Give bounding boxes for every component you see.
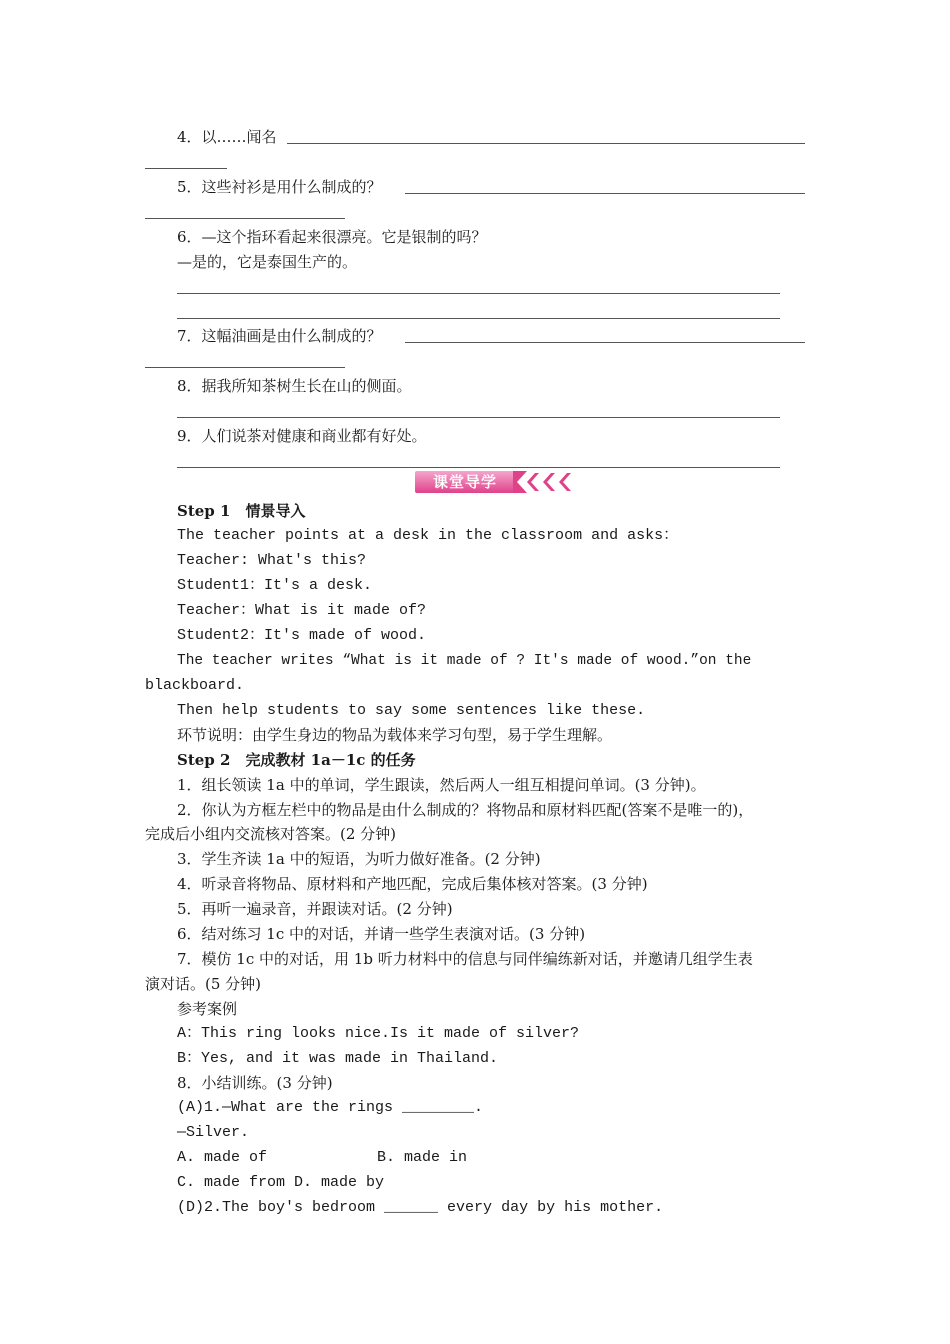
answer-line[interactable] bbox=[177, 467, 780, 468]
step1-line: Teacher: What's this? bbox=[177, 552, 367, 569]
step2-task: 2．你认为方框左栏中的物品是由什么制成的？将物品和原材料匹配(答案不是唯一的)， bbox=[177, 801, 754, 819]
chevrons-left-icon bbox=[513, 471, 577, 495]
reference-title: 参考案例 bbox=[177, 1000, 238, 1018]
question-1-reply: —Silver. bbox=[177, 1124, 250, 1141]
step1-line: blackboard. bbox=[145, 677, 245, 694]
answer-line[interactable] bbox=[177, 318, 780, 319]
step1-line: Then help students to say some sentences like these. bbox=[177, 702, 646, 719]
exercise-number: 9． bbox=[177, 427, 202, 445]
section-banner bbox=[415, 471, 577, 495]
step1-line: Teacher：What is it made of? bbox=[177, 602, 427, 619]
answer-key: (A) bbox=[177, 1099, 205, 1116]
step1-line: Student2：It's made of wood. bbox=[177, 627, 427, 644]
answer-line[interactable] bbox=[145, 367, 345, 368]
step2-task: 7．模仿 1c 中的对话，用 1b 听力材料中的信息与同伴编练新对话，并邀请几组学生表 bbox=[177, 950, 753, 968]
question-stem: 2.The boy's bedroom ______ every day by his mother. bbox=[204, 1199, 664, 1216]
question-2 bbox=[177, 1198, 663, 1218]
exercise-6-reply: —是的，它是泰国生产的。 bbox=[177, 253, 358, 271]
exercise-prompt: 人们说茶对健康和商业都有好处。 bbox=[201, 427, 427, 445]
step2-task: 演对话。(5 分钟) bbox=[145, 975, 262, 993]
question-stem: 1.—What are the rings ________. bbox=[204, 1099, 484, 1116]
summary-heading: 8．小结训练。(3 分钟) bbox=[177, 1074, 333, 1092]
answer-line[interactable] bbox=[405, 193, 805, 194]
step2-task: 4．听录音将物品、原材料和产地匹配，完成后集体核对答案。(3 分钟) bbox=[177, 875, 648, 893]
step2-task: 1．组长领读 1a 中的单词，学生跟读，然后两人一组互相提问单词。(3 分钟)。 bbox=[177, 776, 706, 794]
option-c-d[interactable]: C. made from D. made by bbox=[177, 1174, 385, 1191]
answer-line[interactable] bbox=[177, 293, 780, 294]
exercise-7 bbox=[177, 326, 382, 346]
step2-task: 3．学生齐读 1a 中的短语，为听力做好准备。(2 分钟) bbox=[177, 850, 541, 868]
step2-heading: Step 2 完成教材 1a－1c 的任务 bbox=[177, 751, 416, 769]
step1-heading: Step 1 情景导入 bbox=[177, 502, 306, 520]
exercise-9 bbox=[177, 426, 427, 446]
exercise-8 bbox=[177, 376, 412, 396]
step2-task: 6．结对练习 1c 中的对话，并请一些学生表演对话。(3 分钟) bbox=[177, 925, 586, 943]
exercise-number: 5． bbox=[177, 178, 202, 196]
step1-line: The teacher points at a desk in the classroom and asks： bbox=[177, 527, 679, 544]
exercise-number: 6． bbox=[177, 228, 202, 246]
exercise-4 bbox=[177, 127, 277, 147]
answer-line[interactable] bbox=[287, 143, 805, 144]
step2-task: 5．再听一遍录音，并跟读对话。(2 分钟) bbox=[177, 900, 453, 918]
answer-line[interactable] bbox=[177, 417, 780, 418]
exercise-prompt: —这个指环看起来很漂亮。它是银制的吗？ bbox=[201, 228, 487, 246]
step1-note: 环节说明：由学生身边的物品为载体来学习句型，易于学生理解。 bbox=[177, 726, 613, 744]
step2-task: 完成后小组内交流核对答案。(2 分钟) bbox=[145, 825, 397, 843]
option-b[interactable]: B. made in bbox=[377, 1149, 468, 1166]
question-1 bbox=[177, 1098, 483, 1118]
exercise-number: 4． bbox=[177, 128, 202, 146]
step1-line: Student1：It's a desk. bbox=[177, 577, 373, 594]
answer-line[interactable] bbox=[145, 168, 227, 169]
reference-line: B：Yes, and it was made in Thailand. bbox=[177, 1050, 499, 1067]
exercise-prompt: 这些衬衫是用什么制成的？ bbox=[201, 178, 382, 196]
answer-line[interactable] bbox=[405, 342, 805, 343]
exercise-number: 7． bbox=[177, 327, 202, 345]
exercise-number: 8． bbox=[177, 377, 202, 395]
exercise-5 bbox=[177, 177, 382, 197]
step1-line: The teacher writes “What is it made of ? It's made of wood.”on the bbox=[177, 653, 752, 669]
answer-key: (D) bbox=[177, 1199, 205, 1216]
exercise-6 bbox=[177, 227, 487, 247]
reference-line: A：This ring looks nice.Is it made of silver? bbox=[177, 1025, 580, 1042]
exercise-prompt: 以……闻名 bbox=[201, 128, 277, 146]
answer-line[interactable] bbox=[145, 218, 345, 219]
banner-title: 课堂导学 bbox=[432, 473, 497, 491]
exercise-prompt: 据我所知茶树生长在山的侧面。 bbox=[201, 377, 412, 395]
option-a[interactable]: A. made of bbox=[177, 1149, 268, 1166]
exercise-prompt: 这幅油画是由什么制成的？ bbox=[201, 327, 382, 345]
